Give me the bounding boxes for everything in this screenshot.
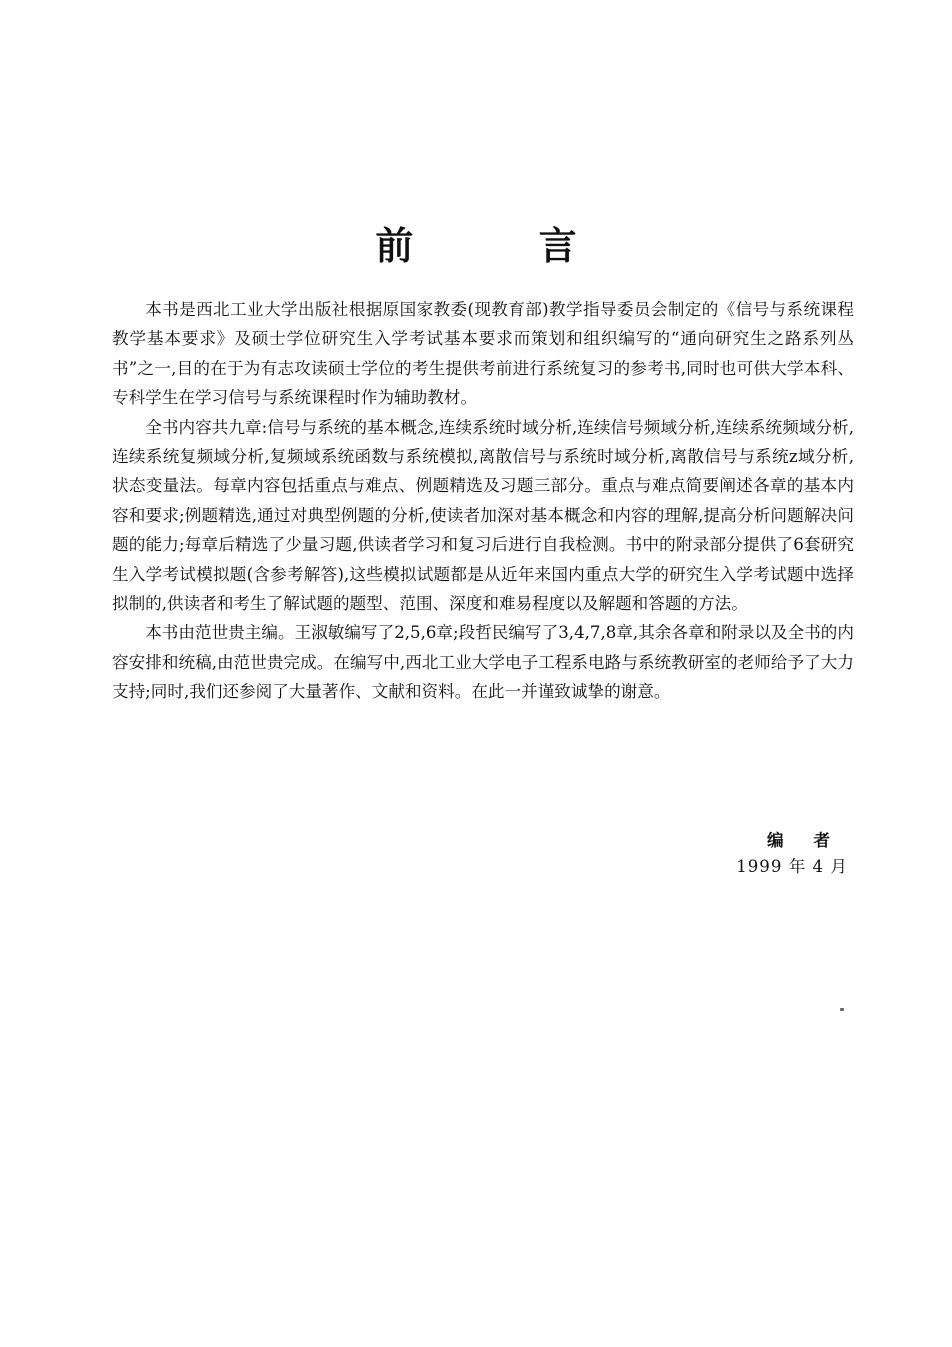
paragraph-1: 本书是西北工业大学出版社根据原国家教委(现教育部)教学指导委员会制定的《信号与系统课程教学基本要求》及硕士学位研究生入学考试基本要求而策划和组织编写的“通向研究生之路系列丛书”之一,目的在于为有志攻读硕士学位的考生提供考前进行系统复习的参考书,同时也可供大学本科、专科学生在学习信号与系统课程时作为辅助教材。 <box>112 300 854 408</box>
signature-author: 编 者 <box>767 831 842 850</box>
signature-block <box>736 828 848 880</box>
paragraph-2: 全书内容共九章:信号与系统的基本概念,连续系统时域分析,连续信号频域分析,连续系统频域分析,连续系统复频域分析,复频域系统函数与系统模拟,离散信号与系统时域分析,离散信号与系统z域分析,状态变量法。每章内容包括重点与难点、例题精选及习题三部分。重点与难点简要阐述各章的基本内容和要求;例题精选,通过对典型例题的分析,使读者加深对基本概念和内容的理解,提高分析问题解决问题的能力;每章后精选了少量习题,供读者学习和复习后进行自我检测。书中的附录部分提供了6套研究生入学考试模拟题(含参考解答),这些模拟试题都是从近年来国内重点大学的研究生入学考试题中选择拟制的,供读者和考生了解试题的题型、范围、深度和难易程度以及解题和答题的方法。 <box>112 417 854 614</box>
signature-date: 1999 年 4 月 <box>736 857 848 876</box>
preface-body <box>112 295 854 707</box>
page-title: 前 言 <box>375 224 633 268</box>
scan-speck <box>840 1008 844 1011</box>
paragraph-3: 本书由范世贵主编。王淑敏编写了2,5,6章;段哲民编写了3,4,7,8章,其余各章和附录以及全书的内容安排和统稿,由范世贵完成。在编写中,西北工业大学电子工程系电路与系统教研室的老师给予了大力支持;同时,我们还参阅了大量著作、文献和资料。在此一并谨致诚挚的谢意。 <box>112 623 854 702</box>
